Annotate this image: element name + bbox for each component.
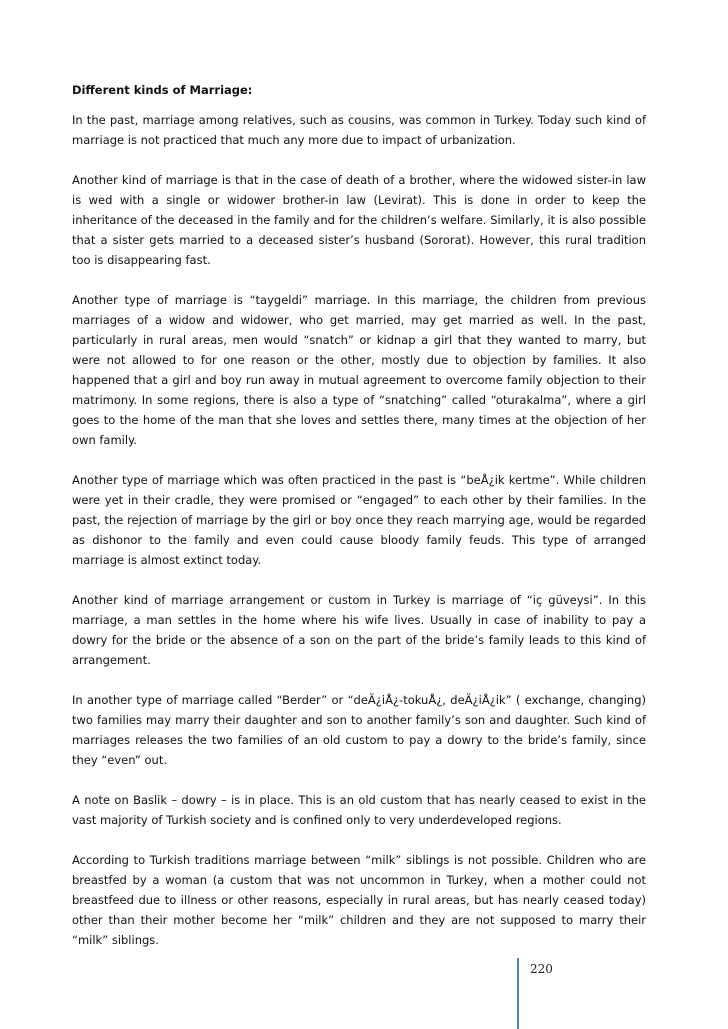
paragraph-berder: In another type of marriage called “Berder” or “deÄ¿iÅ¿-tokuÅ¿, deÄ¿iÅ¿ik” ( exchange, changing) two families may marry their daughter and son to another family’s son and daughter. Such kind of marriages releases the two families of an old custom to pay a dowry to the bride’s family, since they “even” out. <box>72 693 646 767</box>
paragraph-baslik: A note on Baslik – dowry – is in place. This is an old custom that has nearly ceased to exist in the vast majority of Turkish society and is confined only to very underdeveloped regions. <box>72 793 646 827</box>
footer-rule <box>517 958 519 1029</box>
paragraph-levirat-sororat: Another kind of marriage is that in the case of death of a brother, where the widowed sister-in law is wed with a single or widower brother-in law (Levirat). This is done in order to keep the inheritance of the deceased in the family and for the children’s welfare. Similarly, it is also possible that a sister gets married to a deceased sister’s husband (Sororat). However, this rural tradition too is disappearing fast. <box>72 173 646 267</box>
page-number: 220 <box>530 962 553 976</box>
document-body <box>72 80 646 970</box>
paragraph-taygeldi: Another type of marriage is “taygeldi” marriage. In this marriage, the children from previous marriages of a widow and widower, who get married, may get married as well. In the past, particularly in rural areas, men would “snatch” or kidnap a girl that they wanted to marry, but were not allowed to for one reason or the other, mostly due to objection by families. It also happened that a girl and boy run away in mutual agreement to overcome family objection to their matrimony. In some regions, there is also a type of “snatching” called “oturakalma”, where a girl goes to the home of the man that she loves and settles there, many times at the objection of her own family. <box>72 293 646 447</box>
paragraph-ic-guveysi: Another kind of marriage arrangement or custom in Turkey is marriage of “iç güveysi”. In this marriage, a man settles in the home where his wife lives. Usually in case of inability to pay a dowry for the bride or the absence of a son on the part of the bride’s family leads to this kind of arrangement. <box>72 593 646 667</box>
paragraph-cousin-marriage: In the past, marriage among relatives, such as cousins, was common in Turkey. Today such kind of marriage is not practiced that much any more due to impact of urbanization. <box>72 113 646 147</box>
section-heading: Different kinds of Marriage: <box>72 83 253 97</box>
paragraph-besik-kertme: Another type of marriage which was often practiced in the past is “beÅ¿ik kertme”. While children were yet in their cradle, they were promised or “engaged” to each other by their families. In the past, the rejection of marriage by the girl or boy once they reach marrying age, would be regarded as dishonor to the family and even could cause bloody family feuds. This type of arranged marriage is almost extinct today. <box>72 473 646 567</box>
paragraph-milk-siblings: According to Turkish traditions marriage between “milk” siblings is not possible. Children who are breastfed by a woman (a custom that was not uncommon in Turkey, when a mother could not breastfeed due to illness or other reasons, especially in rural areas, but has nearly ceased today) other than their mother become her “milk” children and they are not supposed to marry their “milk” siblings. <box>72 853 646 947</box>
